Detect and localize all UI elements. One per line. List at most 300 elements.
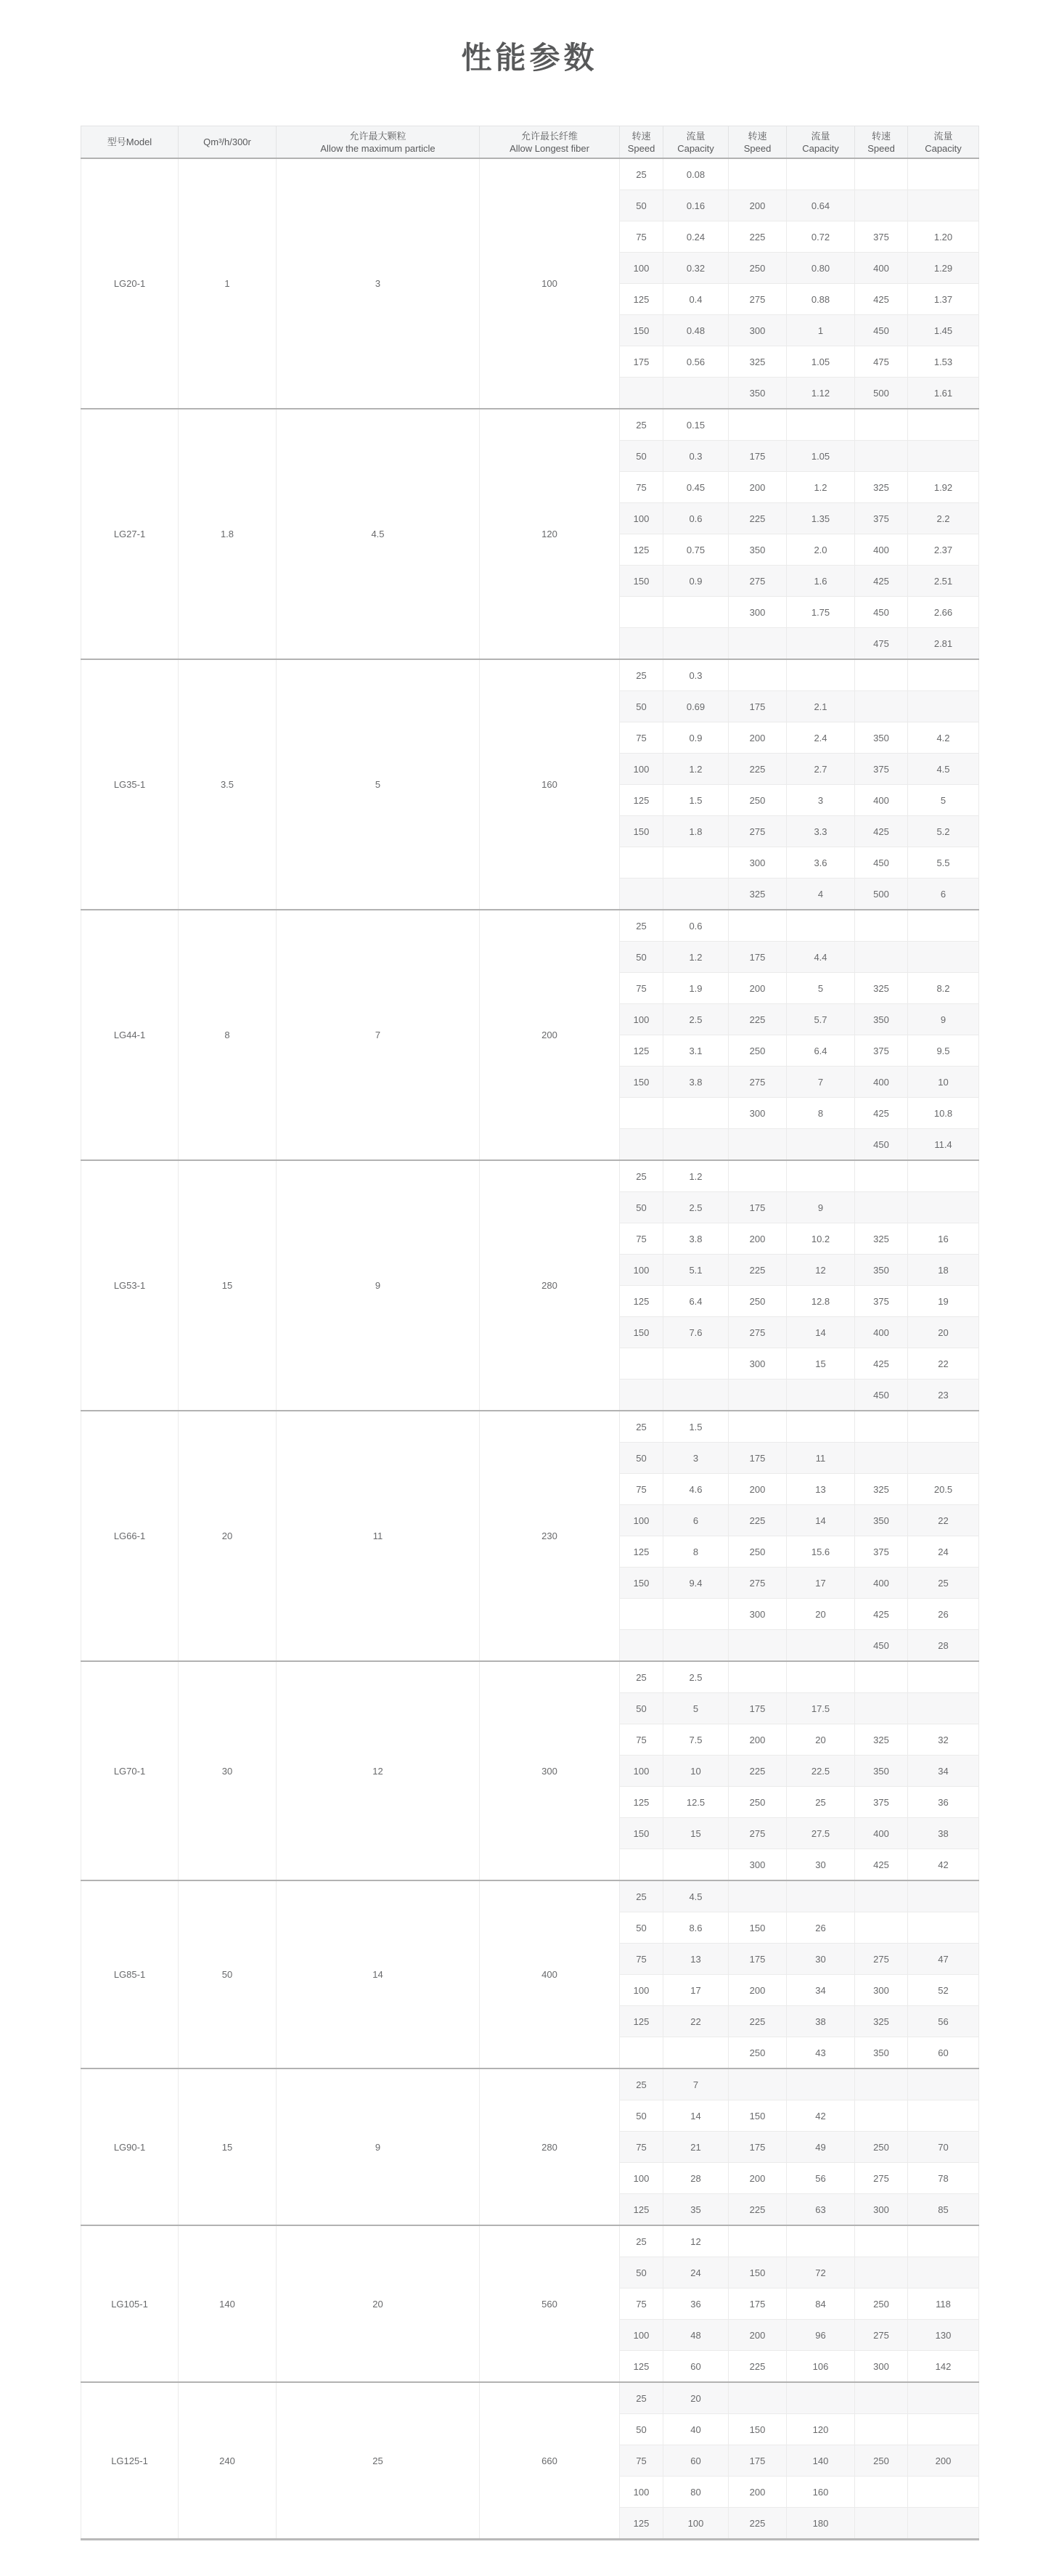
cell-speed: 250 (729, 1035, 787, 1067)
cell-speed: 225 (729, 221, 787, 253)
performance-spec-table (81, 126, 979, 2540)
cell-speed (620, 1379, 663, 1411)
cell-capacity: 1.20 (908, 221, 979, 253)
cell-model: LG35-1 (81, 659, 179, 910)
cell-model: LG27-1 (81, 409, 179, 659)
cell-capacity: 1.29 (908, 253, 979, 284)
cell-speed: 175 (729, 441, 787, 472)
cell-capacity: 20 (663, 2382, 729, 2414)
cell-capacity: 36 (908, 1787, 979, 1818)
cell-speed (855, 1661, 908, 1693)
cell-capacity: 22.5 (787, 1756, 855, 1787)
cell-capacity: 25 (908, 1568, 979, 1599)
cell-capacity: 56 (908, 2006, 979, 2037)
cell-speed (855, 409, 908, 441)
cell-speed: 500 (855, 378, 908, 409)
cell-speed: 100 (620, 503, 663, 534)
cell-capacity: 4.2 (908, 722, 979, 754)
cell-capacity: 1.2 (663, 754, 729, 785)
cell-speed (855, 1160, 908, 1192)
cell-speed: 250 (729, 785, 787, 816)
cell-speed: 375 (855, 1787, 908, 1818)
cell-flow-per-300r: 8 (179, 910, 277, 1160)
cell-speed: 150 (620, 566, 663, 597)
cell-speed: 275 (729, 1818, 787, 1849)
cell-speed: 200 (729, 2477, 787, 2508)
cell-max-particle: 11 (277, 1411, 480, 1661)
cell-speed (855, 2414, 908, 2445)
cell-capacity: 7.5 (663, 1724, 729, 1756)
cell-speed: 425 (855, 1348, 908, 1379)
cell-speed: 425 (855, 1599, 908, 1630)
cell-capacity: 2.2 (908, 503, 979, 534)
cell-speed: 275 (855, 2320, 908, 2351)
cell-capacity: 24 (663, 2257, 729, 2288)
cell-speed: 325 (729, 346, 787, 378)
cell-speed: 50 (620, 1912, 663, 1944)
column-header-en: Speed (627, 142, 655, 154)
cell-speed: 300 (729, 597, 787, 628)
cell-max-particle: 5 (277, 659, 480, 910)
cell-capacity: 36 (663, 2288, 729, 2320)
cell-capacity: 1 (787, 315, 855, 346)
cell-speed (729, 1880, 787, 1912)
cell-capacity (787, 1160, 855, 1192)
cell-speed: 250 (729, 1286, 787, 1317)
cell-speed: 125 (620, 284, 663, 315)
cell-speed: 375 (855, 1035, 908, 1067)
cell-capacity: 47 (908, 1944, 979, 1975)
column-header-zh: 允许最大颗粒 (349, 130, 406, 142)
cell-speed (855, 190, 908, 221)
cell-speed: 75 (620, 2132, 663, 2163)
cell-capacity: 7 (663, 2068, 729, 2100)
cell-capacity (908, 1443, 979, 1474)
cell-speed: 175 (729, 2132, 787, 2163)
cell-speed (620, 1849, 663, 1881)
cell-capacity: 6.4 (663, 1286, 729, 1317)
cell-speed: 25 (620, 158, 663, 190)
cell-capacity: 0.80 (787, 253, 855, 284)
cell-capacity: 1.8 (663, 816, 729, 847)
cell-capacity: 142 (908, 2351, 979, 2383)
cell-capacity: 11 (787, 1443, 855, 1474)
cell-capacity: 48 (663, 2320, 729, 2351)
cell-speed: 350 (855, 1255, 908, 1286)
cell-capacity: 5 (663, 1693, 729, 1724)
cell-capacity (663, 1630, 729, 1662)
cell-capacity (908, 1912, 979, 1944)
cell-capacity: 4.5 (663, 1880, 729, 1912)
column-header-zh: 转速 (871, 130, 891, 142)
cell-capacity (908, 2382, 979, 2414)
header-row (81, 126, 979, 159)
cell-capacity: 60 (663, 2445, 729, 2477)
cell-speed: 200 (729, 472, 787, 503)
cell-speed (855, 2508, 908, 2540)
cell-capacity (908, 691, 979, 722)
cell-capacity: 9 (787, 1192, 855, 1223)
cell-speed: 25 (620, 1880, 663, 1912)
cell-capacity: 2.37 (908, 534, 979, 566)
column-header-zh: 型号Model (107, 136, 152, 147)
cell-speed: 125 (620, 1787, 663, 1818)
cell-speed: 400 (855, 785, 908, 816)
cell-speed: 25 (620, 2068, 663, 2100)
cell-capacity: 32 (908, 1724, 979, 1756)
cell-speed (620, 1129, 663, 1161)
column-header (729, 126, 787, 159)
cell-speed (729, 1160, 787, 1192)
cell-capacity: 10.8 (908, 1098, 979, 1129)
cell-capacity: 118 (908, 2288, 979, 2320)
cell-speed: 425 (855, 816, 908, 847)
cell-capacity (663, 879, 729, 910)
cell-capacity (787, 158, 855, 190)
cell-speed: 350 (855, 722, 908, 754)
cell-speed: 350 (729, 378, 787, 409)
column-header (81, 126, 179, 159)
cell-speed (729, 1129, 787, 1161)
cell-capacity: 4.5 (908, 754, 979, 785)
cell-speed: 100 (620, 1004, 663, 1035)
cell-speed: 300 (729, 1849, 787, 1881)
cell-speed: 25 (620, 2382, 663, 2414)
table-row (81, 409, 979, 441)
cell-capacity (908, 409, 979, 441)
table-row (81, 1661, 979, 1693)
cell-capacity: 1.2 (663, 1160, 729, 1192)
cell-capacity: 1.5 (663, 1411, 729, 1443)
cell-model: LG66-1 (81, 1411, 179, 1661)
cell-speed: 175 (729, 2288, 787, 2320)
cell-speed: 175 (729, 2445, 787, 2477)
cell-capacity: 180 (787, 2508, 855, 2540)
cell-capacity: 120 (787, 2414, 855, 2445)
cell-capacity: 72 (787, 2257, 855, 2288)
cell-speed: 75 (620, 1724, 663, 1756)
cell-capacity: 2.7 (787, 754, 855, 785)
cell-capacity: 130 (908, 2320, 979, 2351)
cell-capacity: 13 (787, 1474, 855, 1505)
cell-speed: 375 (855, 754, 908, 785)
cell-capacity: 4 (787, 879, 855, 910)
cell-capacity (908, 910, 979, 942)
cell-capacity: 0.69 (663, 691, 729, 722)
cell-speed: 275 (729, 816, 787, 847)
cell-speed: 350 (855, 1756, 908, 1787)
cell-speed: 300 (729, 1098, 787, 1129)
cell-speed: 200 (729, 1223, 787, 1255)
cell-capacity: 23 (908, 1379, 979, 1411)
cell-speed: 250 (729, 1536, 787, 1568)
cell-speed: 100 (620, 1975, 663, 2006)
cell-capacity (663, 2037, 729, 2069)
cell-speed: 425 (855, 284, 908, 315)
column-header-zh: 流量 (686, 130, 706, 142)
cell-speed (620, 1348, 663, 1379)
cell-capacity: 22 (908, 1505, 979, 1536)
cell-capacity: 28 (908, 1630, 979, 1662)
cell-capacity (663, 1379, 729, 1411)
table-row (81, 1411, 979, 1443)
cell-speed (855, 2068, 908, 2100)
column-header-zh: 转速 (748, 130, 767, 142)
cell-speed: 150 (620, 1818, 663, 1849)
cell-capacity (908, 2257, 979, 2288)
cell-capacity: 2.66 (908, 597, 979, 628)
cell-capacity: 0.75 (663, 534, 729, 566)
cell-capacity: 1.12 (787, 378, 855, 409)
cell-speed: 150 (729, 2100, 787, 2132)
cell-capacity: 100 (663, 2508, 729, 2540)
cell-speed (729, 158, 787, 190)
cell-longest-fiber: 280 (480, 2068, 620, 2225)
cell-speed (855, 1192, 908, 1223)
cell-speed (855, 2257, 908, 2288)
cell-speed: 175 (729, 1693, 787, 1724)
cell-longest-fiber: 660 (480, 2382, 620, 2540)
cell-capacity (908, 190, 979, 221)
cell-speed (620, 2037, 663, 2069)
cell-speed: 175 (620, 346, 663, 378)
cell-speed (729, 1630, 787, 1662)
cell-capacity: 2.5 (663, 1192, 729, 1223)
cell-capacity (908, 2225, 979, 2257)
cell-speed: 125 (620, 785, 663, 816)
cell-speed: 250 (729, 2037, 787, 2069)
cell-capacity (908, 1411, 979, 1443)
cell-speed (620, 847, 663, 879)
cell-longest-fiber: 100 (480, 158, 620, 409)
cell-speed: 400 (855, 1568, 908, 1599)
cell-speed: 325 (855, 472, 908, 503)
cell-capacity: 0.9 (663, 566, 729, 597)
cell-speed: 150 (729, 1912, 787, 1944)
column-header-en: Allow the maximum particle (320, 142, 436, 154)
cell-capacity: 0.6 (663, 910, 729, 942)
cell-capacity (663, 1098, 729, 1129)
cell-model: LG20-1 (81, 158, 179, 409)
cell-capacity: 20 (787, 1724, 855, 1756)
cell-speed (729, 2225, 787, 2257)
cell-capacity: 8 (663, 1536, 729, 1568)
cell-max-particle: 14 (277, 1880, 480, 2068)
cell-speed: 300 (855, 1975, 908, 2006)
cell-longest-fiber: 160 (480, 659, 620, 910)
column-header-en: Capacity (677, 142, 714, 154)
cell-speed: 125 (620, 1286, 663, 1317)
cell-speed: 250 (855, 2132, 908, 2163)
cell-speed (729, 628, 787, 660)
cell-capacity: 5 (787, 973, 855, 1004)
cell-speed: 75 (620, 1944, 663, 1975)
cell-capacity (787, 1630, 855, 1662)
cell-speed: 425 (855, 1849, 908, 1881)
cell-speed (855, 1443, 908, 1474)
cell-capacity: 0.64 (787, 190, 855, 221)
cell-speed: 25 (620, 910, 663, 942)
cell-speed: 50 (620, 1192, 663, 1223)
cell-capacity: 21 (663, 2132, 729, 2163)
cell-speed: 25 (620, 1661, 663, 1693)
cell-capacity (787, 910, 855, 942)
cell-speed: 50 (620, 2100, 663, 2132)
cell-capacity: 27.5 (787, 1818, 855, 1849)
cell-capacity: 200 (908, 2445, 979, 2477)
cell-capacity: 14 (787, 1505, 855, 1536)
cell-capacity: 0.48 (663, 315, 729, 346)
cell-capacity: 7 (787, 1067, 855, 1098)
cell-capacity: 9 (908, 1004, 979, 1035)
cell-speed: 200 (729, 973, 787, 1004)
cell-capacity: 19 (908, 1286, 979, 1317)
cell-speed: 400 (855, 1067, 908, 1098)
cell-speed: 475 (855, 346, 908, 378)
cell-flow-per-300r: 1 (179, 158, 277, 409)
cell-capacity: 26 (787, 1912, 855, 1944)
table-body (81, 158, 979, 2540)
cell-capacity (663, 1348, 729, 1379)
cell-capacity: 40 (663, 2414, 729, 2445)
cell-capacity: 8.6 (663, 1912, 729, 1944)
cell-speed (729, 2382, 787, 2414)
cell-capacity: 60 (663, 2351, 729, 2383)
cell-speed (620, 879, 663, 910)
cell-max-particle: 12 (277, 1661, 480, 1880)
cell-capacity: 0.9 (663, 722, 729, 754)
cell-speed: 450 (855, 1630, 908, 1662)
cell-speed: 225 (729, 754, 787, 785)
cell-capacity (787, 659, 855, 691)
cell-capacity: 1.05 (787, 346, 855, 378)
cell-model: LG90-1 (81, 2068, 179, 2225)
cell-speed: 200 (729, 1724, 787, 1756)
cell-capacity: 8 (787, 1098, 855, 1129)
cell-capacity: 85 (908, 2194, 979, 2226)
cell-speed: 250 (729, 253, 787, 284)
cell-max-particle: 9 (277, 2068, 480, 2225)
cell-speed (729, 910, 787, 942)
column-header-zh: 允许最长纤维 (520, 130, 578, 142)
cell-flow-per-300r: 240 (179, 2382, 277, 2540)
cell-speed: 225 (729, 2508, 787, 2540)
cell-capacity: 12.5 (663, 1787, 729, 1818)
cell-speed: 350 (855, 2037, 908, 2069)
cell-max-particle: 9 (277, 1160, 480, 1411)
cell-speed: 150 (620, 1568, 663, 1599)
cell-speed: 150 (620, 315, 663, 346)
cell-capacity (908, 1192, 979, 1223)
cell-speed: 100 (620, 2477, 663, 2508)
cell-capacity: 10 (663, 1756, 729, 1787)
cell-capacity: 1.2 (663, 942, 729, 973)
cell-speed: 200 (729, 2320, 787, 2351)
cell-speed (729, 2068, 787, 2100)
table-header (81, 126, 979, 159)
cell-capacity (787, 1411, 855, 1443)
cell-speed: 200 (729, 722, 787, 754)
column-header-en: Capacity (925, 142, 962, 154)
cell-capacity (787, 2225, 855, 2257)
cell-speed: 325 (855, 1724, 908, 1756)
cell-speed (855, 2382, 908, 2414)
cell-capacity: 0.24 (663, 221, 729, 253)
cell-capacity: 3.6 (787, 847, 855, 879)
column-header (620, 126, 663, 159)
cell-capacity: 26 (908, 1599, 979, 1630)
cell-capacity: 0.16 (663, 190, 729, 221)
cell-model: LG70-1 (81, 1661, 179, 1880)
cell-capacity: 1.45 (908, 315, 979, 346)
cell-speed: 25 (620, 409, 663, 441)
cell-flow-per-300r: 30 (179, 1661, 277, 1880)
cell-speed: 250 (729, 1787, 787, 1818)
cell-capacity: 5.1 (663, 1255, 729, 1286)
cell-capacity: 42 (908, 1849, 979, 1881)
cell-capacity: 17 (663, 1975, 729, 2006)
column-header (855, 126, 908, 159)
cell-capacity: 38 (908, 1818, 979, 1849)
cell-capacity: 25 (787, 1787, 855, 1818)
cell-capacity: 12.8 (787, 1286, 855, 1317)
cell-capacity: 5.5 (908, 847, 979, 879)
cell-speed (855, 942, 908, 973)
cell-capacity (787, 2068, 855, 2100)
cell-capacity: 12 (663, 2225, 729, 2257)
cell-capacity: 1.61 (908, 378, 979, 409)
cell-capacity: 160 (787, 2477, 855, 2508)
cell-capacity: 11.4 (908, 1129, 979, 1161)
column-header-en: Speed (867, 142, 895, 154)
cell-speed: 100 (620, 2163, 663, 2194)
cell-capacity: 17 (787, 1568, 855, 1599)
cell-capacity: 18 (908, 1255, 979, 1286)
cell-speed: 175 (729, 1443, 787, 1474)
table-row (81, 659, 979, 691)
cell-speed: 25 (620, 1411, 663, 1443)
cell-speed: 300 (729, 1348, 787, 1379)
cell-speed: 200 (729, 1474, 787, 1505)
cell-speed (855, 1912, 908, 1944)
cell-flow-per-300r: 15 (179, 1160, 277, 1411)
cell-speed: 400 (855, 1317, 908, 1348)
cell-speed: 50 (620, 2257, 663, 2288)
cell-capacity: 24 (908, 1536, 979, 1568)
cell-speed: 75 (620, 2288, 663, 2320)
cell-speed (729, 1379, 787, 1411)
cell-capacity: 4.6 (663, 1474, 729, 1505)
cell-capacity: 35 (663, 2194, 729, 2226)
cell-speed: 200 (729, 190, 787, 221)
cell-max-particle: 25 (277, 2382, 480, 2540)
cell-speed: 75 (620, 973, 663, 1004)
cell-speed (855, 1880, 908, 1912)
cell-speed (855, 2100, 908, 2132)
cell-speed (855, 2477, 908, 2508)
cell-capacity: 2.0 (787, 534, 855, 566)
cell-speed: 225 (729, 503, 787, 534)
cell-speed: 125 (620, 2351, 663, 2383)
cell-flow-per-300r: 140 (179, 2225, 277, 2382)
cell-speed (620, 1630, 663, 1662)
cell-speed (620, 1599, 663, 1630)
cell-capacity (908, 1160, 979, 1192)
cell-capacity: 2.5 (663, 1661, 729, 1693)
cell-capacity: 1.37 (908, 284, 979, 315)
cell-speed (729, 409, 787, 441)
cell-capacity (908, 441, 979, 472)
